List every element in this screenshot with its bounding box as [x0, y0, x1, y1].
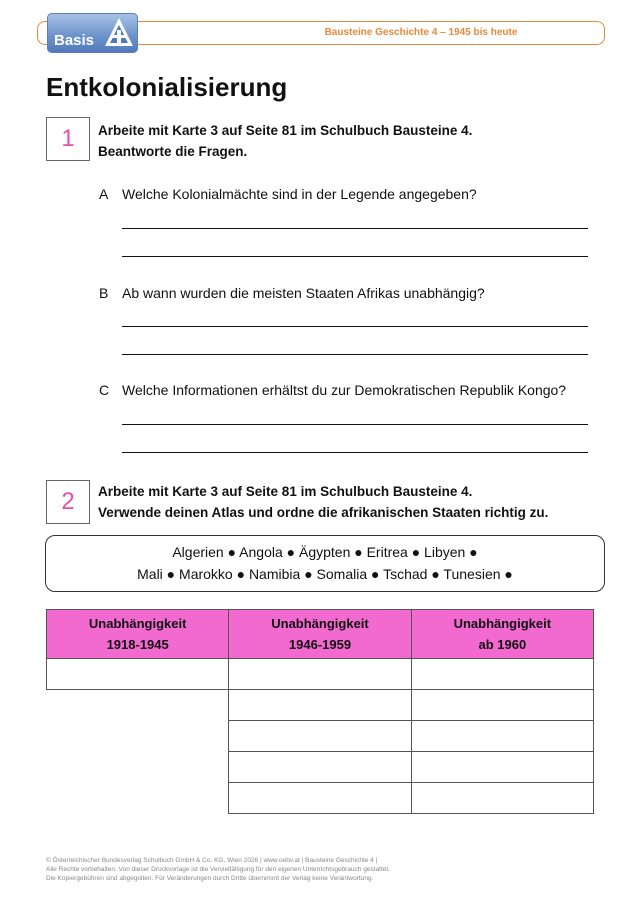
table-header-label: Unabhängigkeit	[453, 616, 552, 631]
table-header-period: 1918-1945	[106, 637, 169, 652]
answer-line[interactable]	[122, 424, 588, 425]
table-header-label: Unabhängigkeit	[271, 616, 369, 631]
table-header-ab-1960	[411, 610, 593, 659]
table-cell[interactable]	[411, 783, 593, 814]
basis-logo	[47, 13, 138, 53]
table-cell[interactable]	[411, 721, 593, 752]
task-2-line-1: Arbeite mit Karte 3 auf Seite 81 im Schulbuch Bausteine 4.	[98, 484, 473, 499]
table-cell-empty	[47, 721, 229, 752]
question-c-text: Welche Informationen erhältst du zur Demokratischen Republik Kongo?	[122, 382, 567, 398]
task-2-number: 2	[46, 480, 90, 524]
word-bank-line-1: Algerien ● Angola ● Ägypten ● Eritrea ● Libyen ●	[172, 544, 478, 560]
answer-line[interactable]	[122, 354, 588, 355]
table-cell-empty	[47, 690, 229, 721]
header-title: Bausteine Geschichte 4 – 1945 bis heute	[324, 27, 518, 38]
answer-line[interactable]	[122, 228, 588, 229]
table-cell[interactable]	[411, 690, 593, 721]
table-row	[47, 783, 594, 814]
table-cell[interactable]	[229, 690, 411, 721]
answer-line[interactable]	[122, 326, 588, 327]
table-row	[47, 752, 594, 783]
answer-line[interactable]	[122, 452, 588, 453]
table-row	[47, 690, 594, 721]
table-cell[interactable]	[411, 659, 593, 690]
logo-text: Basis	[54, 32, 95, 49]
footer-line-1: © Österreichischer Bundesverlag Schulbuch GmbH & Co. KG, Wien 2026 | www.oebv.at | Bausteine Geschichte 4 |	[46, 857, 378, 864]
table-cell[interactable]	[229, 721, 411, 752]
table-header-period: 1946-1959	[288, 637, 352, 652]
task-1-number: 1	[46, 117, 90, 161]
table-header-1946-1959	[229, 610, 411, 659]
table-header-1918-1945	[47, 610, 229, 659]
table-cell[interactable]	[411, 752, 593, 783]
footer-line-3: Die Kopiergebühren sind abgegolten. Für Veränderungen durch Dritte übernimmt der Verlag keine Verantwortung.	[46, 875, 374, 882]
table-cell[interactable]	[47, 659, 229, 690]
question-c-letter: C	[99, 382, 110, 398]
table-row	[47, 721, 594, 752]
task-2-line-2: Verwende deinen Atlas und ordne die afrikanischen Staaten richtig zu.	[98, 505, 549, 520]
table-header-label: Unabhängigkeit	[88, 616, 187, 631]
task-1-line-1: Arbeite mit Karte 3 auf Seite 81 im Schulbuch Bausteine 4.	[98, 123, 473, 138]
independence-table	[46, 609, 594, 814]
question-b-text: Ab wann wurden die meisten Staaten Afrikas unabhängig?	[122, 285, 485, 301]
table-header-period: ab 1960	[478, 637, 527, 652]
table-row	[47, 659, 594, 690]
task-1-line-2: Beantworte die Fragen.	[98, 144, 248, 159]
triangle-logo-icon	[103, 16, 135, 49]
task-2-instruction	[98, 481, 548, 523]
question-b-letter: B	[99, 285, 109, 301]
table-cell[interactable]	[229, 752, 411, 783]
table-cell[interactable]	[229, 783, 411, 814]
page-title: Entkolonialisierung	[46, 72, 288, 102]
footer	[46, 856, 390, 883]
footer-line-2: Alle Rechte vorbehalten. Von dieser Druckvorlage ist die Vervielfältigung für den eigenen Unterrichtsgebrauch gestattet.	[46, 866, 390, 873]
question-a-letter: A	[99, 186, 109, 202]
question-a-text: Welche Kolonialmächte sind in der Legende angegeben?	[122, 186, 477, 202]
table-cell-empty	[47, 752, 229, 783]
task-1-instruction	[98, 120, 472, 162]
table-cell-empty	[47, 783, 229, 814]
table-cell[interactable]	[229, 659, 411, 690]
word-bank	[45, 535, 605, 592]
word-bank-line-2: Mali ● Marokko ● Namibia ● Somalia ● Tschad ● Tunesien ●	[137, 566, 513, 582]
answer-line[interactable]	[122, 256, 588, 257]
